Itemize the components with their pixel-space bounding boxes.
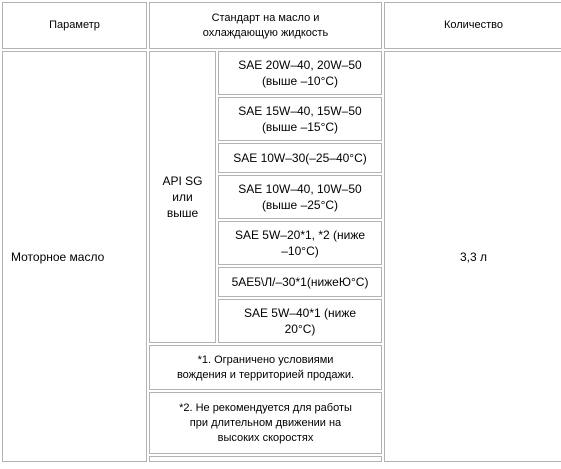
- footnote-1: *1. Ограничено условиями вождения и территорией продажи.: [149, 345, 382, 390]
- grade-cell: SAE 15W–40, 15W–50 (выше –15°C): [218, 97, 382, 141]
- grade-cell: SAE 5W–20*1, *2 (ниже –10°C): [218, 221, 382, 265]
- header-param: Параметр: [2, 2, 147, 49]
- grade-cell: SAE 20W–40, 20W–50 (выше –10°C): [218, 51, 382, 95]
- footnote-2: *2. Не рекомендуется для работы при длительном движении на высоких скоростях: [149, 392, 382, 454]
- quantity-value: 3,3 л: [384, 51, 561, 462]
- api-standard: API SG или выше: [149, 51, 216, 343]
- grade-cell: 5AE5\Л/–30*1(нижеЮ°C): [218, 267, 382, 297]
- param-engine-oil: Моторное масло: [2, 51, 147, 462]
- header-standard: Стандарт на масло и охлаждающую жидкость: [149, 2, 382, 49]
- header-quantity: Количество: [384, 2, 561, 49]
- empty-cell: [149, 456, 382, 462]
- grade-cell: SAE 5W–40*1 (ниже 20°C): [218, 299, 382, 343]
- grade-cell: SAE 10W–30(–25–40°C): [218, 143, 382, 173]
- grade-cell: SAE 10W–40, 10W–50 (выше –25°C): [218, 175, 382, 219]
- table-row: [2, 51, 561, 95]
- header-row: [2, 2, 561, 49]
